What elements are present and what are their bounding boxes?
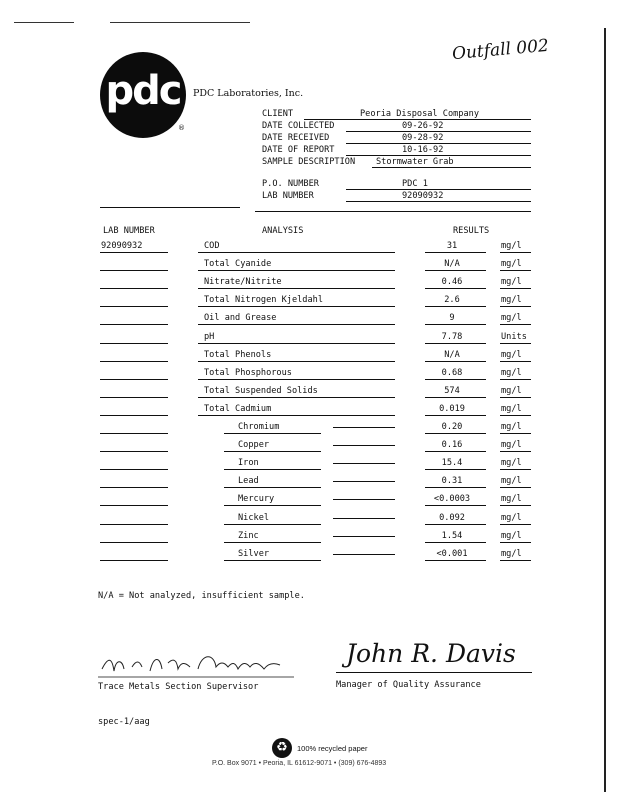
col-header-results: RESULTS bbox=[453, 226, 490, 236]
header-label: DATE RECEIVED bbox=[262, 133, 330, 143]
table-row-underline bbox=[500, 524, 531, 525]
table-row-underline bbox=[100, 469, 168, 470]
table-row-underline bbox=[224, 451, 321, 452]
table-row-underline bbox=[100, 324, 168, 325]
table-row-underline bbox=[425, 451, 486, 452]
table-row-underline bbox=[425, 270, 486, 271]
result-unit-cell: mg/l bbox=[501, 241, 522, 251]
table-row-underline bbox=[500, 505, 531, 506]
table-row-underline bbox=[100, 270, 168, 271]
table-row-underline bbox=[500, 451, 531, 452]
table-row-underline bbox=[500, 542, 531, 543]
scan-edge-top-mid bbox=[110, 22, 250, 23]
table-row-underline bbox=[425, 542, 486, 543]
table-row-underline bbox=[198, 379, 395, 380]
table-row-underline bbox=[425, 524, 486, 525]
result-unit-cell: mg/l bbox=[501, 349, 522, 360]
table-row-underline bbox=[500, 288, 531, 289]
analysis-cell: Nickel bbox=[238, 512, 270, 523]
table-row-underline bbox=[333, 554, 395, 555]
table-row-underline bbox=[100, 487, 168, 488]
table-row-underline bbox=[333, 427, 395, 428]
table-row-underline bbox=[224, 433, 321, 434]
analysis-cell: Total Cyanide bbox=[204, 259, 272, 270]
lab-number-cell: 92090932 bbox=[101, 241, 143, 251]
table-row-underline bbox=[425, 361, 486, 362]
table-row-underline bbox=[100, 542, 168, 543]
table-row-underline bbox=[500, 270, 531, 271]
table-row-underline bbox=[425, 306, 486, 307]
table-row-underline bbox=[224, 542, 321, 543]
table-row-underline bbox=[425, 415, 486, 416]
header-label: LAB NUMBER bbox=[262, 191, 314, 201]
header-rule-1 bbox=[100, 207, 240, 208]
table-row-underline bbox=[224, 487, 321, 488]
table-row-underline bbox=[500, 252, 531, 253]
table-row-underline bbox=[425, 343, 486, 344]
analysis-cell: Chromium bbox=[238, 422, 280, 432]
table-row-underline bbox=[100, 433, 168, 434]
result-value-cell: 0.31 bbox=[441, 476, 463, 487]
result-value-cell: 574 bbox=[444, 385, 460, 396]
table-row-underline bbox=[500, 324, 531, 325]
table-row-underline bbox=[224, 524, 321, 525]
table-row-underline bbox=[425, 288, 486, 289]
header-value: Peoria Disposal Company bbox=[360, 109, 479, 119]
header-value: Stormwater Grab bbox=[376, 157, 454, 167]
result-value-cell: N/A bbox=[444, 349, 460, 360]
table-row-underline bbox=[100, 343, 168, 344]
header-rule-2 bbox=[255, 211, 531, 212]
table-row-underline bbox=[500, 415, 531, 416]
result-value-cell: <0.001 bbox=[436, 548, 468, 559]
pdc-logo-text: pdc bbox=[105, 68, 181, 114]
result-value-cell: 0.68 bbox=[441, 367, 463, 378]
table-row-underline bbox=[198, 252, 395, 253]
table-row-underline bbox=[333, 463, 395, 464]
header-label: CLIENT bbox=[262, 109, 294, 119]
analysis-cell: COD bbox=[204, 241, 220, 251]
table-row-underline bbox=[500, 379, 531, 380]
table-row-underline bbox=[333, 518, 395, 519]
header-field-underline bbox=[346, 201, 531, 202]
table-row-underline bbox=[500, 469, 531, 470]
table-row-underline bbox=[500, 361, 531, 362]
header-label: DATE OF REPORT bbox=[262, 145, 335, 155]
table-row-underline bbox=[198, 324, 395, 325]
col-header-lab-number: LAB NUMBER bbox=[103, 226, 155, 236]
analysis-cell: pH bbox=[204, 331, 215, 342]
trace-metals-supervisor-title: Trace Metals Section Supervisor bbox=[98, 682, 259, 692]
table-row-underline bbox=[425, 469, 486, 470]
table-row-underline bbox=[100, 252, 168, 253]
table-row-underline bbox=[224, 469, 321, 470]
recycled-paper-text: 100% recycled paper bbox=[297, 744, 368, 753]
quality-assurance-signature: John R. Davis bbox=[346, 639, 516, 668]
result-unit-cell: mg/l bbox=[501, 458, 522, 469]
header-field-underline bbox=[346, 189, 531, 190]
analysis-cell: Total Cadmium bbox=[204, 403, 272, 414]
result-unit-cell: mg/l bbox=[501, 476, 522, 487]
analysis-cell: Oil and Grease bbox=[204, 313, 277, 324]
analysis-cell: Lead bbox=[238, 476, 259, 487]
table-row-underline bbox=[198, 361, 395, 362]
result-unit-cell: mg/l bbox=[501, 440, 522, 451]
table-row-underline bbox=[425, 487, 486, 488]
result-value-cell: N/A bbox=[444, 259, 460, 270]
handwritten-note: Outfall 002 bbox=[451, 35, 550, 65]
table-row-underline bbox=[224, 505, 321, 506]
table-row-underline bbox=[500, 306, 531, 307]
table-row-underline bbox=[425, 560, 486, 561]
registered-mark: ® bbox=[178, 124, 185, 132]
header-field-underline bbox=[372, 167, 531, 168]
quality-assurance-title: Manager of Quality Assurance bbox=[336, 680, 481, 690]
scan-edge-top-left bbox=[14, 22, 74, 23]
result-value-cell: 0.46 bbox=[441, 277, 463, 288]
table-row-underline bbox=[100, 560, 168, 561]
header-label: DATE COLLECTED bbox=[262, 121, 335, 131]
table-row-underline bbox=[100, 451, 168, 452]
table-row-underline bbox=[198, 397, 395, 398]
result-value-cell: 2.6 bbox=[444, 295, 460, 306]
recycle-icon: ♻ bbox=[272, 738, 292, 758]
pdc-logo bbox=[100, 52, 186, 138]
result-value-cell: 0.019 bbox=[439, 403, 465, 414]
header-field-underline bbox=[346, 155, 531, 156]
table-row-underline bbox=[100, 288, 168, 289]
result-unit-cell: mg/l bbox=[501, 259, 522, 270]
result-unit-cell: mg/l bbox=[501, 277, 522, 288]
analysis-cell: Iron bbox=[238, 458, 259, 469]
header-label: P.O. NUMBER bbox=[262, 179, 319, 189]
table-row-underline bbox=[425, 505, 486, 506]
table-row-underline bbox=[100, 379, 168, 380]
analysis-cell: Mercury bbox=[238, 494, 275, 505]
header-value: 09-26-92 bbox=[402, 121, 444, 131]
header-field-underline bbox=[346, 131, 531, 132]
result-value-cell: 31 bbox=[446, 241, 458, 251]
result-unit-cell: mg/l bbox=[501, 313, 522, 324]
trace-metals-signature bbox=[98, 647, 298, 679]
result-unit-cell: mg/l bbox=[501, 385, 522, 396]
header-value: 92090932 bbox=[402, 191, 444, 201]
result-value-cell: 15.4 bbox=[441, 458, 463, 469]
table-row-underline bbox=[100, 397, 168, 398]
table-row-underline bbox=[425, 433, 486, 434]
analysis-cell: Total Phenols bbox=[204, 349, 272, 360]
table-row-underline bbox=[500, 433, 531, 434]
company-address: P.O. Box 9071 • Peoria, IL 61612-9071 • (309) 676-4893 bbox=[212, 760, 387, 767]
analysis-cell: Total Phosphorous bbox=[204, 367, 292, 378]
qa-signature-line bbox=[336, 672, 532, 673]
result-value-cell: 0.16 bbox=[441, 440, 463, 451]
result-value-cell: 9 bbox=[449, 313, 455, 324]
footnote: N/A = Not analyzed, insufficient sample. bbox=[98, 591, 305, 601]
table-row-underline bbox=[425, 397, 486, 398]
result-unit-cell: mg/l bbox=[501, 548, 522, 559]
table-row-underline bbox=[198, 306, 395, 307]
analysis-cell: Total Nitrogen Kjeldahl bbox=[204, 295, 323, 306]
result-value-cell: 1.54 bbox=[441, 530, 463, 541]
table-row-underline bbox=[100, 524, 168, 525]
table-row-underline bbox=[100, 415, 168, 416]
table-row-underline bbox=[333, 536, 395, 537]
result-unit-cell: mg/l bbox=[501, 367, 522, 378]
col-header-analysis: ANALYSIS bbox=[262, 226, 304, 236]
analysis-cell: Silver bbox=[238, 548, 270, 559]
header-label: SAMPLE DESCRIPTION bbox=[262, 157, 356, 167]
analysis-cell: Total Suspended Solids bbox=[204, 385, 318, 396]
table-row-underline bbox=[500, 487, 531, 488]
table-row-underline bbox=[198, 270, 395, 271]
result-unit-cell: mg/l bbox=[501, 295, 522, 306]
result-unit-cell: mg/l bbox=[501, 530, 522, 541]
result-unit-cell: mg/l bbox=[501, 494, 522, 505]
header-field-underline bbox=[346, 143, 531, 144]
typist-initials: spec-1/aag bbox=[98, 717, 150, 727]
result-value-cell: 0.092 bbox=[439, 512, 465, 523]
analysis-cell: Copper bbox=[238, 440, 270, 451]
result-value-cell: 7.78 bbox=[441, 331, 463, 342]
table-row-underline bbox=[425, 324, 486, 325]
table-row-underline bbox=[224, 560, 321, 561]
table-row-underline bbox=[425, 379, 486, 380]
result-unit-cell: mg/l bbox=[501, 422, 522, 432]
header-value: 09-28-92 bbox=[402, 133, 444, 143]
analysis-cell: Nitrate/Nitrite bbox=[204, 277, 282, 288]
table-row-underline bbox=[333, 481, 395, 482]
table-row-underline bbox=[198, 288, 395, 289]
result-unit-cell: mg/l bbox=[501, 403, 522, 414]
analysis-cell: Zinc bbox=[238, 530, 259, 541]
table-row-underline bbox=[100, 306, 168, 307]
header-field-underline bbox=[304, 119, 531, 120]
table-row-underline bbox=[198, 415, 395, 416]
header-value: 10-16-92 bbox=[402, 145, 444, 155]
table-row-underline bbox=[500, 343, 531, 344]
table-row-underline bbox=[333, 445, 395, 446]
result-value-cell: <0.0003 bbox=[433, 494, 471, 505]
table-row-underline bbox=[198, 343, 395, 344]
result-unit-cell: Units bbox=[501, 331, 527, 342]
table-row-underline bbox=[100, 361, 168, 362]
result-value-cell: 0.20 bbox=[441, 422, 463, 432]
table-row-underline bbox=[100, 505, 168, 506]
table-row-underline bbox=[333, 499, 395, 500]
table-row-underline bbox=[500, 397, 531, 398]
result-unit-cell: mg/l bbox=[501, 512, 522, 523]
header-value: PDC 1 bbox=[402, 179, 428, 189]
scan-edge-right bbox=[604, 28, 606, 792]
company-name: PDC Laboratories, Inc. bbox=[193, 88, 304, 99]
table-row-underline bbox=[425, 252, 486, 253]
table-row-underline bbox=[500, 560, 531, 561]
